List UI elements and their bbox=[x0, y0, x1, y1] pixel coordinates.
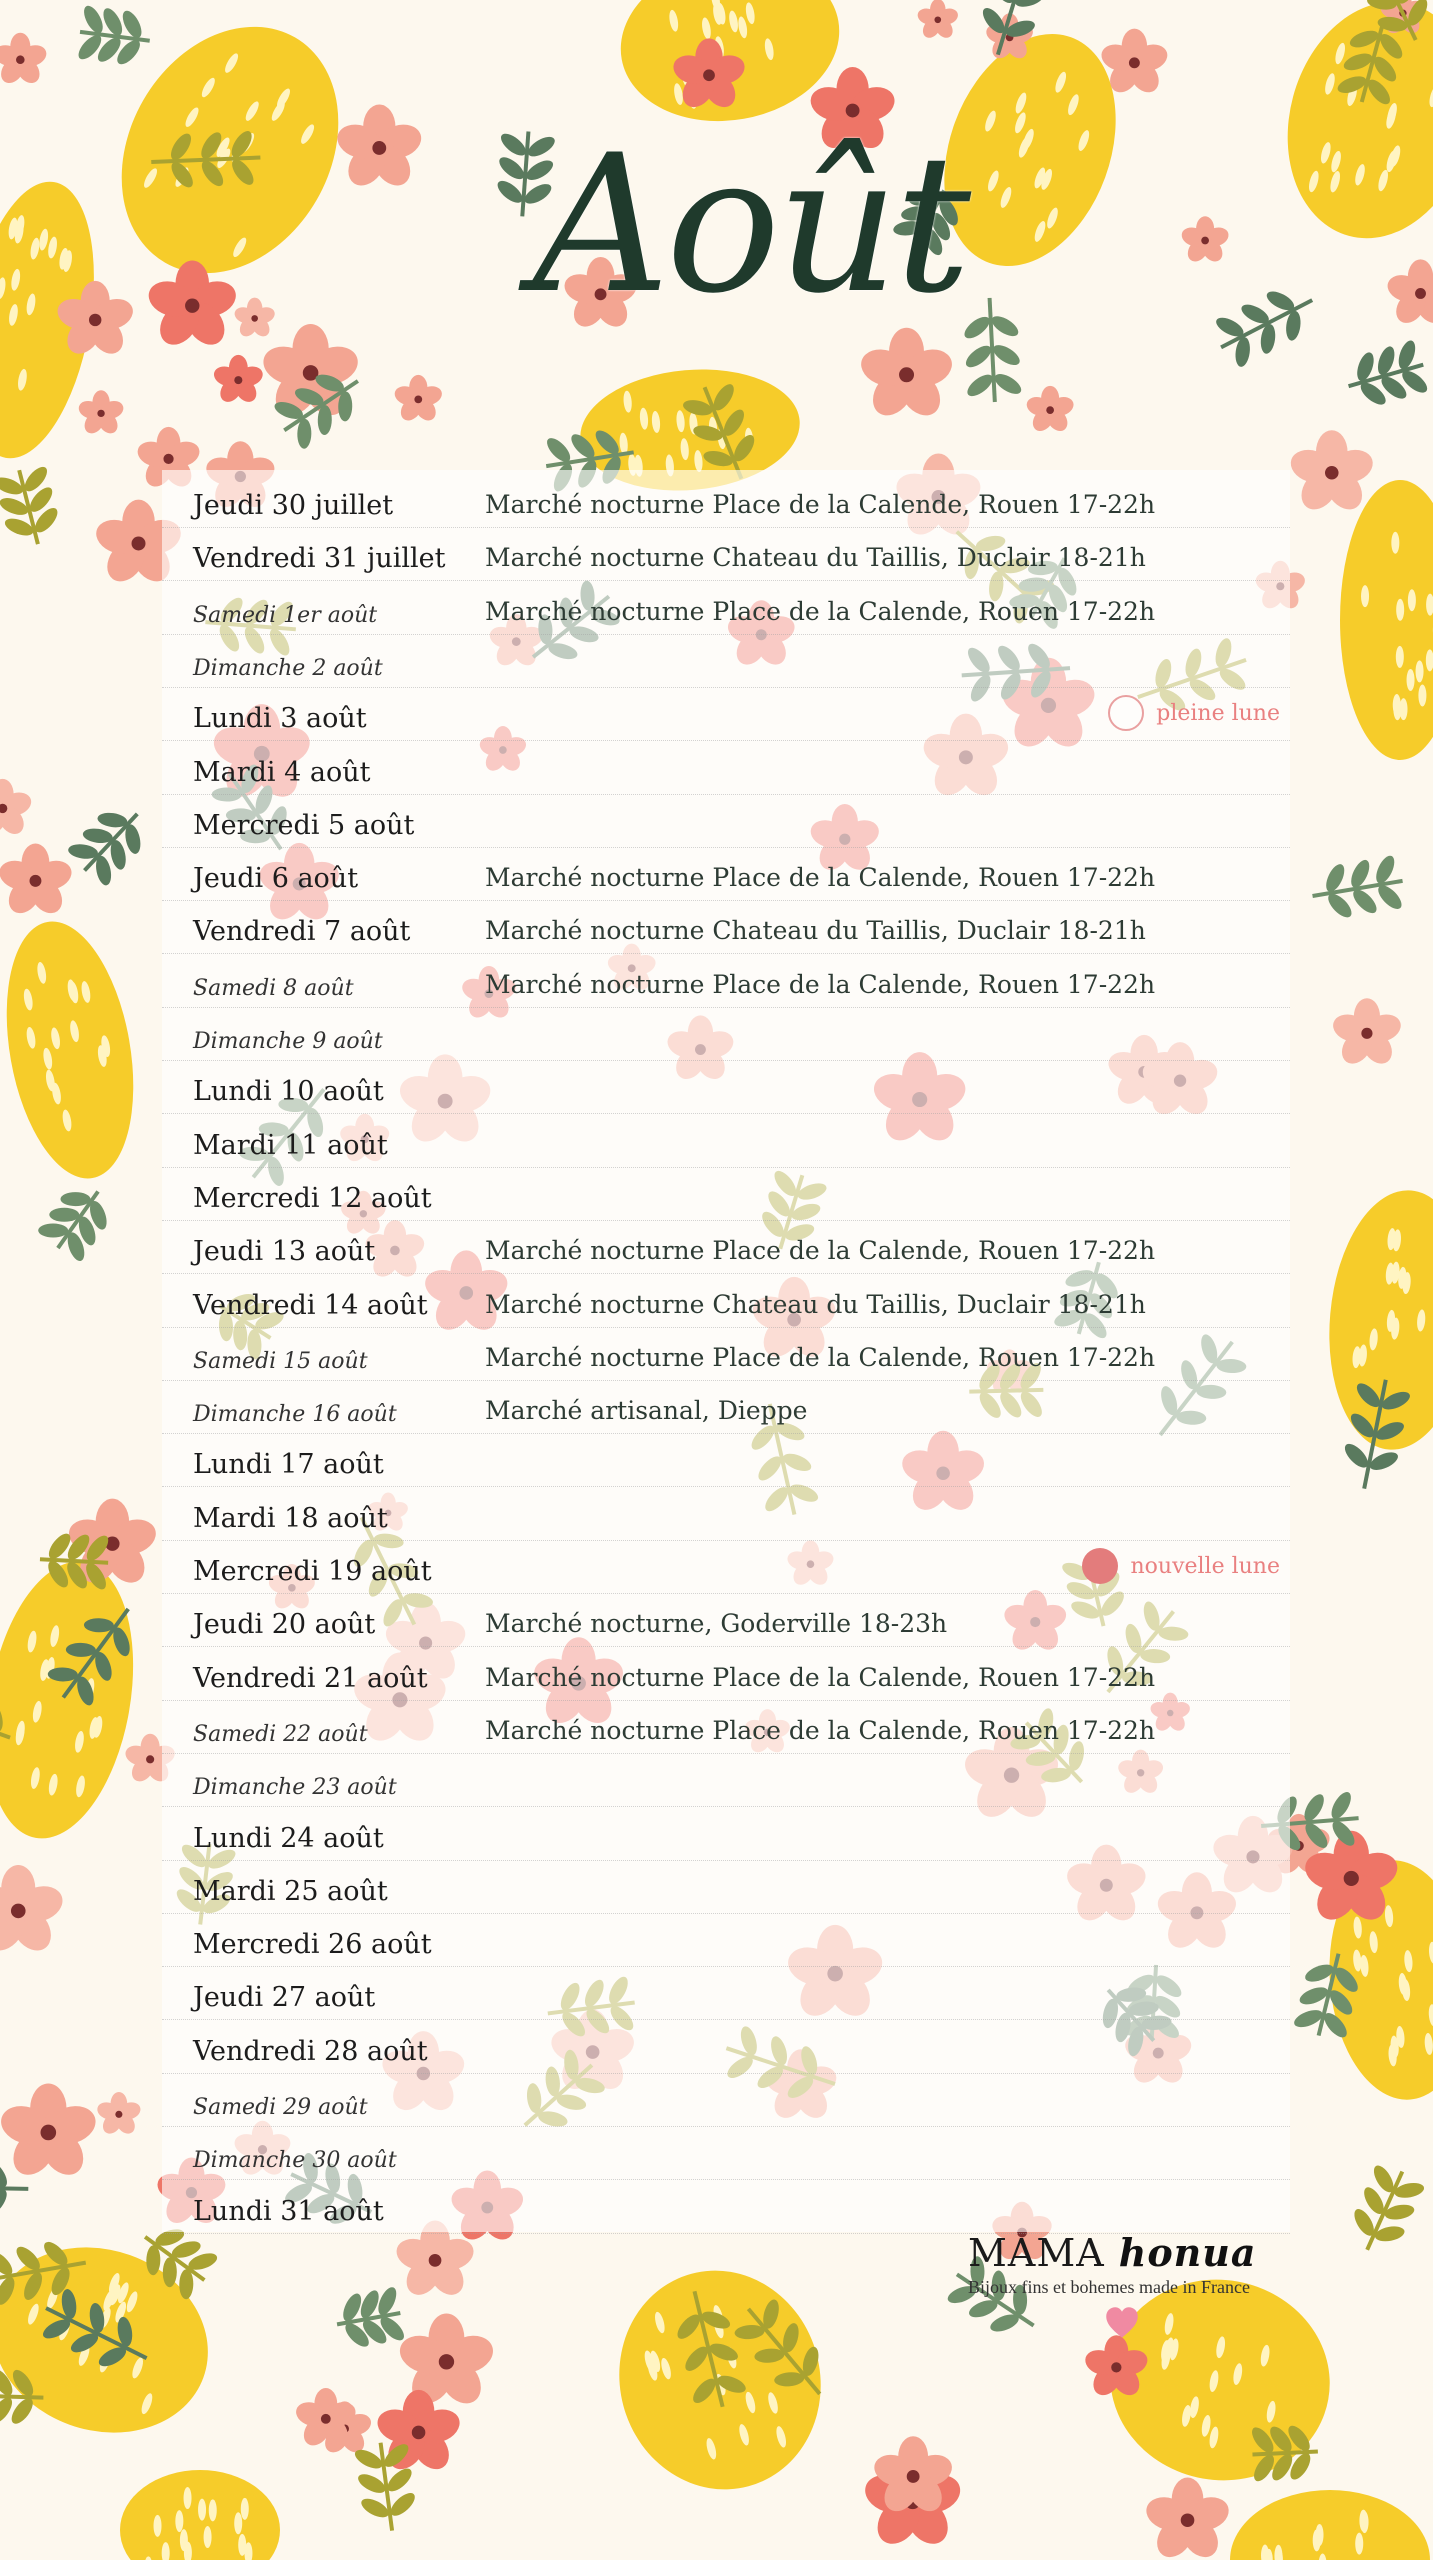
event-text: Marché nocturne, Goderville 18-23h bbox=[485, 1609, 948, 1639]
new-moon-marker bbox=[1082, 1546, 1280, 1586]
event-text: Marché nocturne Place de la Calende, Rouen 17-22h bbox=[485, 596, 1156, 626]
day-label: Lundi 24 août bbox=[193, 1822, 384, 1854]
calendar-row bbox=[162, 527, 1290, 581]
calendar-row bbox=[162, 954, 1290, 1008]
calendar-row bbox=[162, 2020, 1290, 2074]
calendar-row bbox=[162, 900, 1290, 954]
day-label: Samedi 29 août bbox=[193, 2095, 368, 2120]
day-label: Samedi 1er août bbox=[193, 602, 378, 628]
day-label: Dimanche 2 août bbox=[193, 655, 383, 681]
event-text: Marché nocturne Place de la Calende, Rouen 17-22h bbox=[485, 863, 1156, 893]
event-text: Marché nocturne Place de la Calende, Rouen 17-22h bbox=[485, 1236, 1156, 1266]
calendar-row bbox=[162, 1380, 1290, 1434]
event-text: Marché nocturne Place de la Calende, Rouen 17-22h bbox=[485, 1342, 1156, 1372]
moon-label: pleine lune bbox=[1156, 700, 1280, 726]
day-label: Dimanche 9 août bbox=[193, 1029, 383, 1054]
calendar-row bbox=[162, 687, 1290, 741]
day-label: Vendredi 31 juillet bbox=[193, 543, 446, 575]
day-label: Vendredi 14 août bbox=[193, 1289, 428, 1321]
calendar-row bbox=[162, 1274, 1290, 1328]
calendar-row bbox=[162, 1220, 1290, 1274]
calendar-row bbox=[162, 1540, 1290, 1594]
day-label: Mercredi 5 août bbox=[193, 809, 415, 841]
day-label: Vendredi 21 août bbox=[193, 1662, 428, 1694]
calendar-row bbox=[162, 581, 1290, 635]
heart-icon bbox=[1104, 2305, 1140, 2341]
calendar-row bbox=[162, 2180, 1290, 2234]
day-label: Dimanche 16 août bbox=[193, 1402, 397, 1428]
event-text: Marché nocturne Place de la Calende, Rouen 17-22h bbox=[485, 1662, 1156, 1692]
brand-script-name: honua bbox=[1118, 2230, 1257, 2275]
day-label: Vendredi 7 août bbox=[193, 916, 411, 948]
brand-tagline: Bijoux fins et bohemes made in France bbox=[968, 2277, 1250, 2297]
event-text: Marché nocturne Chateau du Taillis, Duclair 18-21h bbox=[485, 916, 1146, 946]
day-label: Jeudi 20 août bbox=[193, 1609, 376, 1641]
day-label: Dimanche 30 août bbox=[193, 2148, 397, 2174]
calendar-row bbox=[162, 1007, 1290, 1061]
calendar-row bbox=[162, 2126, 1290, 2180]
day-label: Mardi 11 août bbox=[193, 1129, 388, 1161]
day-label: Lundi 10 août bbox=[193, 1076, 384, 1108]
day-label: Mercredi 26 août bbox=[193, 1929, 432, 1961]
day-label: Jeudi 13 août bbox=[193, 1236, 376, 1268]
calendar-row bbox=[162, 1966, 1290, 2020]
day-label: Samedi 8 août bbox=[193, 975, 354, 1001]
event-text: Marché nocturne Place de la Calende, Rouen 17-22h bbox=[485, 969, 1156, 999]
new-moon-icon bbox=[1082, 1548, 1118, 1584]
day-label: Lundi 3 août bbox=[193, 703, 367, 735]
calendar-row bbox=[162, 1860, 1290, 1914]
day-label: Jeudi 30 juillet bbox=[193, 490, 394, 521]
calendar-row bbox=[162, 1433, 1290, 1487]
calendar-row bbox=[162, 1913, 1290, 1967]
calendar-row bbox=[162, 474, 1290, 528]
full-moon-icon bbox=[1108, 695, 1144, 731]
calendar-row bbox=[162, 2073, 1290, 2127]
day-label: Mardi 18 août bbox=[193, 1502, 388, 1534]
day-label: Lundi 31 août bbox=[193, 2195, 384, 2227]
day-label: Samedi 15 août bbox=[193, 1348, 368, 1374]
calendar-row bbox=[162, 634, 1290, 688]
brand-name: MAMA bbox=[968, 2231, 1105, 2275]
moon-label: nouvelle lune bbox=[1130, 1553, 1280, 1579]
event-text: Marché nocturne Place de la Calende, Rouen 17-22h bbox=[485, 490, 1156, 519]
calendar-row bbox=[162, 741, 1290, 795]
calendar-row bbox=[162, 1167, 1290, 1221]
day-label: Jeudi 6 août bbox=[193, 863, 359, 895]
event-text: Marché nocturne Place de la Calende, Rouen 17-22h bbox=[485, 1715, 1156, 1745]
calendar-row bbox=[162, 1647, 1290, 1701]
calendar-row bbox=[162, 1753, 1290, 1807]
calendar-row bbox=[162, 1807, 1290, 1861]
day-label: Mardi 4 août bbox=[193, 756, 371, 788]
day-label: Jeudi 27 août bbox=[193, 1982, 376, 2014]
event-text: Marché nocturne Chateau du Taillis, Duclair 18-21h bbox=[485, 1289, 1146, 1319]
calendar-row bbox=[162, 794, 1290, 848]
calendar-row bbox=[162, 1593, 1290, 1647]
day-label: Samedi 22 août bbox=[193, 1721, 368, 1747]
day-label: Mardi 25 août bbox=[193, 1875, 388, 1907]
full-moon-marker bbox=[1108, 693, 1280, 733]
day-label: Lundi 17 août bbox=[193, 1449, 384, 1481]
event-text: Marché nocturne Chateau du Taillis, Duclair 18-21h bbox=[485, 543, 1146, 573]
event-text: Marché artisanal, Dieppe bbox=[485, 1396, 808, 1426]
day-label: Mercredi 12 août bbox=[193, 1182, 432, 1214]
calendar-row bbox=[162, 1487, 1290, 1541]
day-label: Mercredi 19 août bbox=[193, 1556, 432, 1587]
day-label: Vendredi 28 août bbox=[193, 2035, 428, 2067]
day-label: Dimanche 23 août bbox=[193, 1775, 397, 1801]
calendar-row bbox=[162, 847, 1290, 901]
calendar-row bbox=[162, 1114, 1290, 1168]
calendar-row bbox=[162, 1327, 1290, 1381]
calendar-row bbox=[162, 1700, 1290, 1754]
calendar-row bbox=[162, 1060, 1290, 1114]
month-title: Août bbox=[532, 114, 968, 335]
